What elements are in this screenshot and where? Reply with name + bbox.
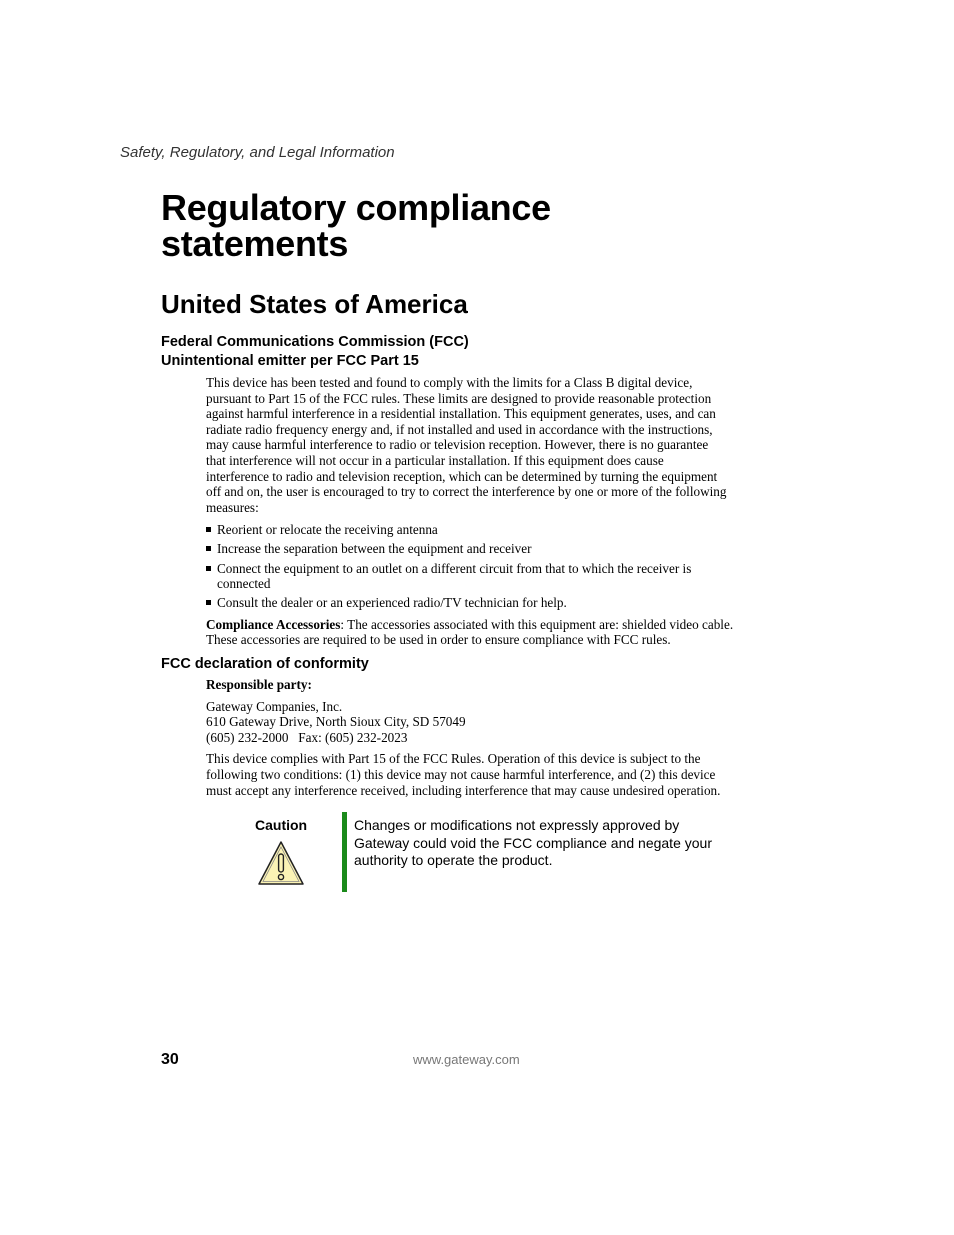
page-title: Regulatory compliance statements (161, 187, 551, 264)
measure-text: Consult the dealer or an experienced radio/TV technician for help. (217, 595, 567, 611)
address-phone-fax: (605) 232-2000 Fax: (605) 232-2023 (206, 729, 408, 745)
running-header: Safety, Regulatory, and Legal Information (120, 144, 395, 161)
section-title: United States of America (161, 289, 468, 319)
list-item (206, 595, 778, 611)
caution-text (354, 817, 734, 870)
accessories-paragraph (206, 617, 778, 648)
conditions-line: must accept any interference received, including interference that may cause undesired operation. (206, 782, 721, 798)
measures-list (206, 522, 778, 610)
address-street: 610 Gateway Drive, North Sioux City, SD 57049 (206, 714, 466, 730)
accessories-line-1: : The accessories associated with this equipment are: shielded video cable. (340, 616, 734, 632)
bullet-icon (206, 566, 211, 571)
declaration-heading: FCC declaration of conformity (161, 656, 369, 672)
warning-triangle-icon (257, 840, 305, 886)
fcc-heading-line-2: Unintentional emitter per FCC Part 15 (161, 353, 419, 369)
caution-line: Changes or modifications not expressly approved by (354, 817, 680, 833)
list-item (206, 522, 778, 538)
intro-line: that interference will not occur in a particular installation. If this equipment does cause (206, 452, 664, 468)
list-item (206, 541, 778, 557)
intro-paragraph (206, 375, 778, 515)
footer-url: www.gateway.com (413, 1052, 520, 1067)
conditions-paragraph (206, 751, 778, 798)
responsible-party-label-text: Responsible party: (206, 677, 312, 692)
fcc-heading (161, 333, 469, 371)
fcc-heading-line-1: Federal Communications Commission (FCC) (161, 334, 469, 350)
declaration-block (206, 677, 778, 798)
measure-text: Reorient or relocate the receiving antenna (217, 522, 438, 538)
intro-line: may cause harmful interference to radio or television reception. However, there is no guarantee (206, 437, 709, 453)
bullet-icon (206, 546, 211, 551)
fcc-statement (206, 375, 778, 648)
page-number: 30 (161, 1051, 179, 1068)
intro-line: measures: (206, 499, 259, 515)
conditions-line: This device complies with Part 15 of the FCC Rules. Operation of this device is subject to the (206, 751, 701, 767)
list-item (206, 561, 778, 592)
accessories-label: Compliance Accessories (206, 616, 341, 632)
intro-line: off and on, the user is encouraged to try to correct the interference by one or more of the following (206, 484, 727, 500)
intro-line: pursuant to Part 15 of the FCC rules. These limits are designed to provide reasonable protection (206, 390, 712, 406)
caution-label: Caution (255, 817, 308, 833)
bullet-icon (206, 527, 211, 532)
caution-line: authority to operate the product. (354, 852, 553, 868)
intro-line: radiate radio frequency energy and, if not installed and used in accordance with the instructions, (206, 421, 713, 437)
caution-line: Gateway could void the FCC compliance and negate your (354, 834, 712, 851)
accessories-line-2: These accessories are required to be used in order to ensure compliance with FCC rules. (206, 632, 671, 648)
measure-text: Increase the separation between the equipment and receiver (217, 541, 532, 557)
intro-line: This device has been tested and found to comply with the limits for a Class B digital device, (206, 375, 693, 390)
caution-bar (342, 812, 347, 892)
address-company: Gateway Companies, Inc. (206, 698, 343, 714)
intro-line: against harmful interference in a residential installation. This equipment generates, uses, and can (206, 406, 716, 422)
measure-text: Connect the equipment to an outlet on a different circuit from that to which the receiver is connected (217, 560, 692, 592)
conditions-line: following two conditions: (1) this device may not cause harmful interference, and (2) this device (206, 766, 716, 782)
responsible-party-label (206, 677, 778, 693)
address-block (206, 699, 778, 746)
bullet-icon (206, 600, 211, 605)
intro-line: interference to radio and television reception, which can be determined by turning the equipment (206, 468, 718, 484)
